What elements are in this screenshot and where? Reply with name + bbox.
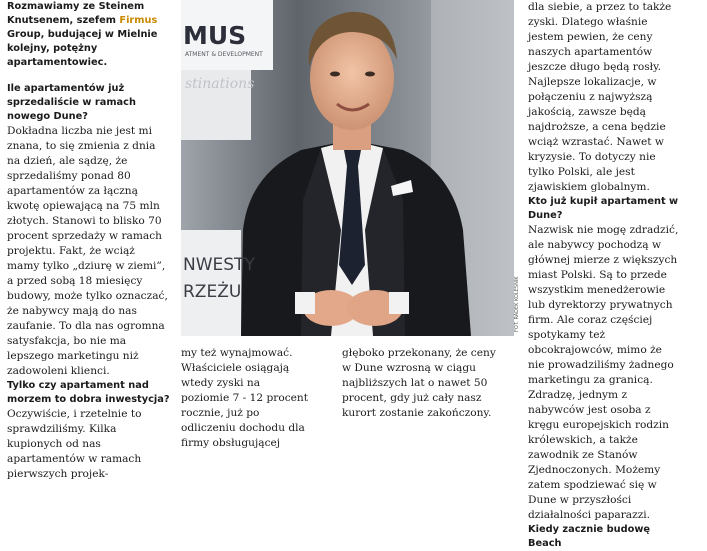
answer-3: Nazwisk nie mogę zdradzić, ale nabywcy pochodzą w głównej mierze z większych miast Polski. Są to przede wszystkim menedżerowie lub dyrektorzy prywatnych firm. Ale coraz częściej spotykamy też obcokrajowców, mimo że nie prowadziliśmy żadnego marketingu za granicą. Zdradzę, jednym z nabywców jest osoba z kręgu europejskich rodzin królewskich, a także zawodnik ze Stanów Zjednoczonych. Możemy zatem spodziewać się w Dune w przyszłości działalności paparazzi. [528, 224, 679, 521]
sign-script: stinations [185, 76, 255, 92]
question-2: Tylko czy apartament nad morzem to dobra inwestycja? [7, 380, 170, 405]
question-3: Kto już kupił apartament w Dune? [528, 196, 679, 221]
portrait-photo [181, 0, 514, 336]
lead-text-1: Rozmawiamy ze Steinem Knutsenem, szefem [7, 1, 145, 26]
bottom-paragraph-1: my też wynajmować. Właściciele osiągają wtedy zyski na poziomie 7 - 12 procent rocznie, już po odliczeniu dochodu dla firmy obsługującej [181, 347, 308, 449]
sign-bottom-1: NWESTY [183, 255, 255, 275]
article-lead [7, 0, 170, 70]
bottom-text-column-2 [342, 346, 502, 421]
sign-subtitle: ATMENT & DEVELOPMENT [185, 51, 263, 58]
lead-text-2: Group, budującej w Mielnie kolejny, potężny apartamentowiec. [7, 29, 158, 68]
sign-logo-text: MUS [183, 21, 247, 50]
question-1: Ile apartamentów już sprzedaliście w ramach nowego Dune? [7, 83, 136, 122]
bottom-text-column-1 [181, 346, 309, 451]
question-4: Kiedy zacznie budowę Beach [528, 524, 651, 549]
lead-brand-name: Firmus [119, 15, 158, 26]
answer-2: Oczywiście, i rzetelnie to sprawdziliśmy. Kilka kupionych od nas apartamentów w ramach pierwszych projek- [7, 408, 142, 480]
answer-1: Dokładna liczba nie jest mi znana, to się zmienia z dnia na dzień, ale sądzę, że sprzedaliśmy ponad 80 apartamentów za łączną kwotę opiewającą na 75 mln złotych. Stanowi to blisko 70 procent sprzedaży w ramach projektu. Fakt, że wciąż mamy tylko „dziurę w ziemi”, a przed sobą 18 miesięcy budowy, może tylko oznaczać, że nabywcy mają do nas zaufanie. To dla nas ogromna satysfakcja, bo nie ma lepszego marketingu niż zadowoleni klienci. [7, 125, 168, 377]
bottom-paragraph-2: głęboko przekonany, że ceny w Dune wzrosną w ciągu najbliższych lat o nawet 50 procent, gdy już cały nasz kurort zostanie zakończony. [342, 347, 496, 419]
photo-credit: FOT. RADEK KOLESNIK [514, 276, 520, 332]
answer-continued: dla siebie, a przez to także zyski. Dlatego właśnie jestem pewien, że ceny naszych apartamentów jeszcze długo będą rosły. Najlepsze lokalizacje, w połączeniu z najwyższą jakością, zawsze będą najdroższe, a cena będzie wciąż wzrastać. Nawet w kryzysie. To dotyczy nie tylko Polski, ale jest zjawiskiem globalnym. [528, 1, 672, 193]
left-text-column [7, 0, 170, 482]
sign-bottom-2: RZEŻU [183, 282, 242, 302]
right-text-column [528, 0, 681, 551]
portrait-illustration [181, 0, 514, 336]
